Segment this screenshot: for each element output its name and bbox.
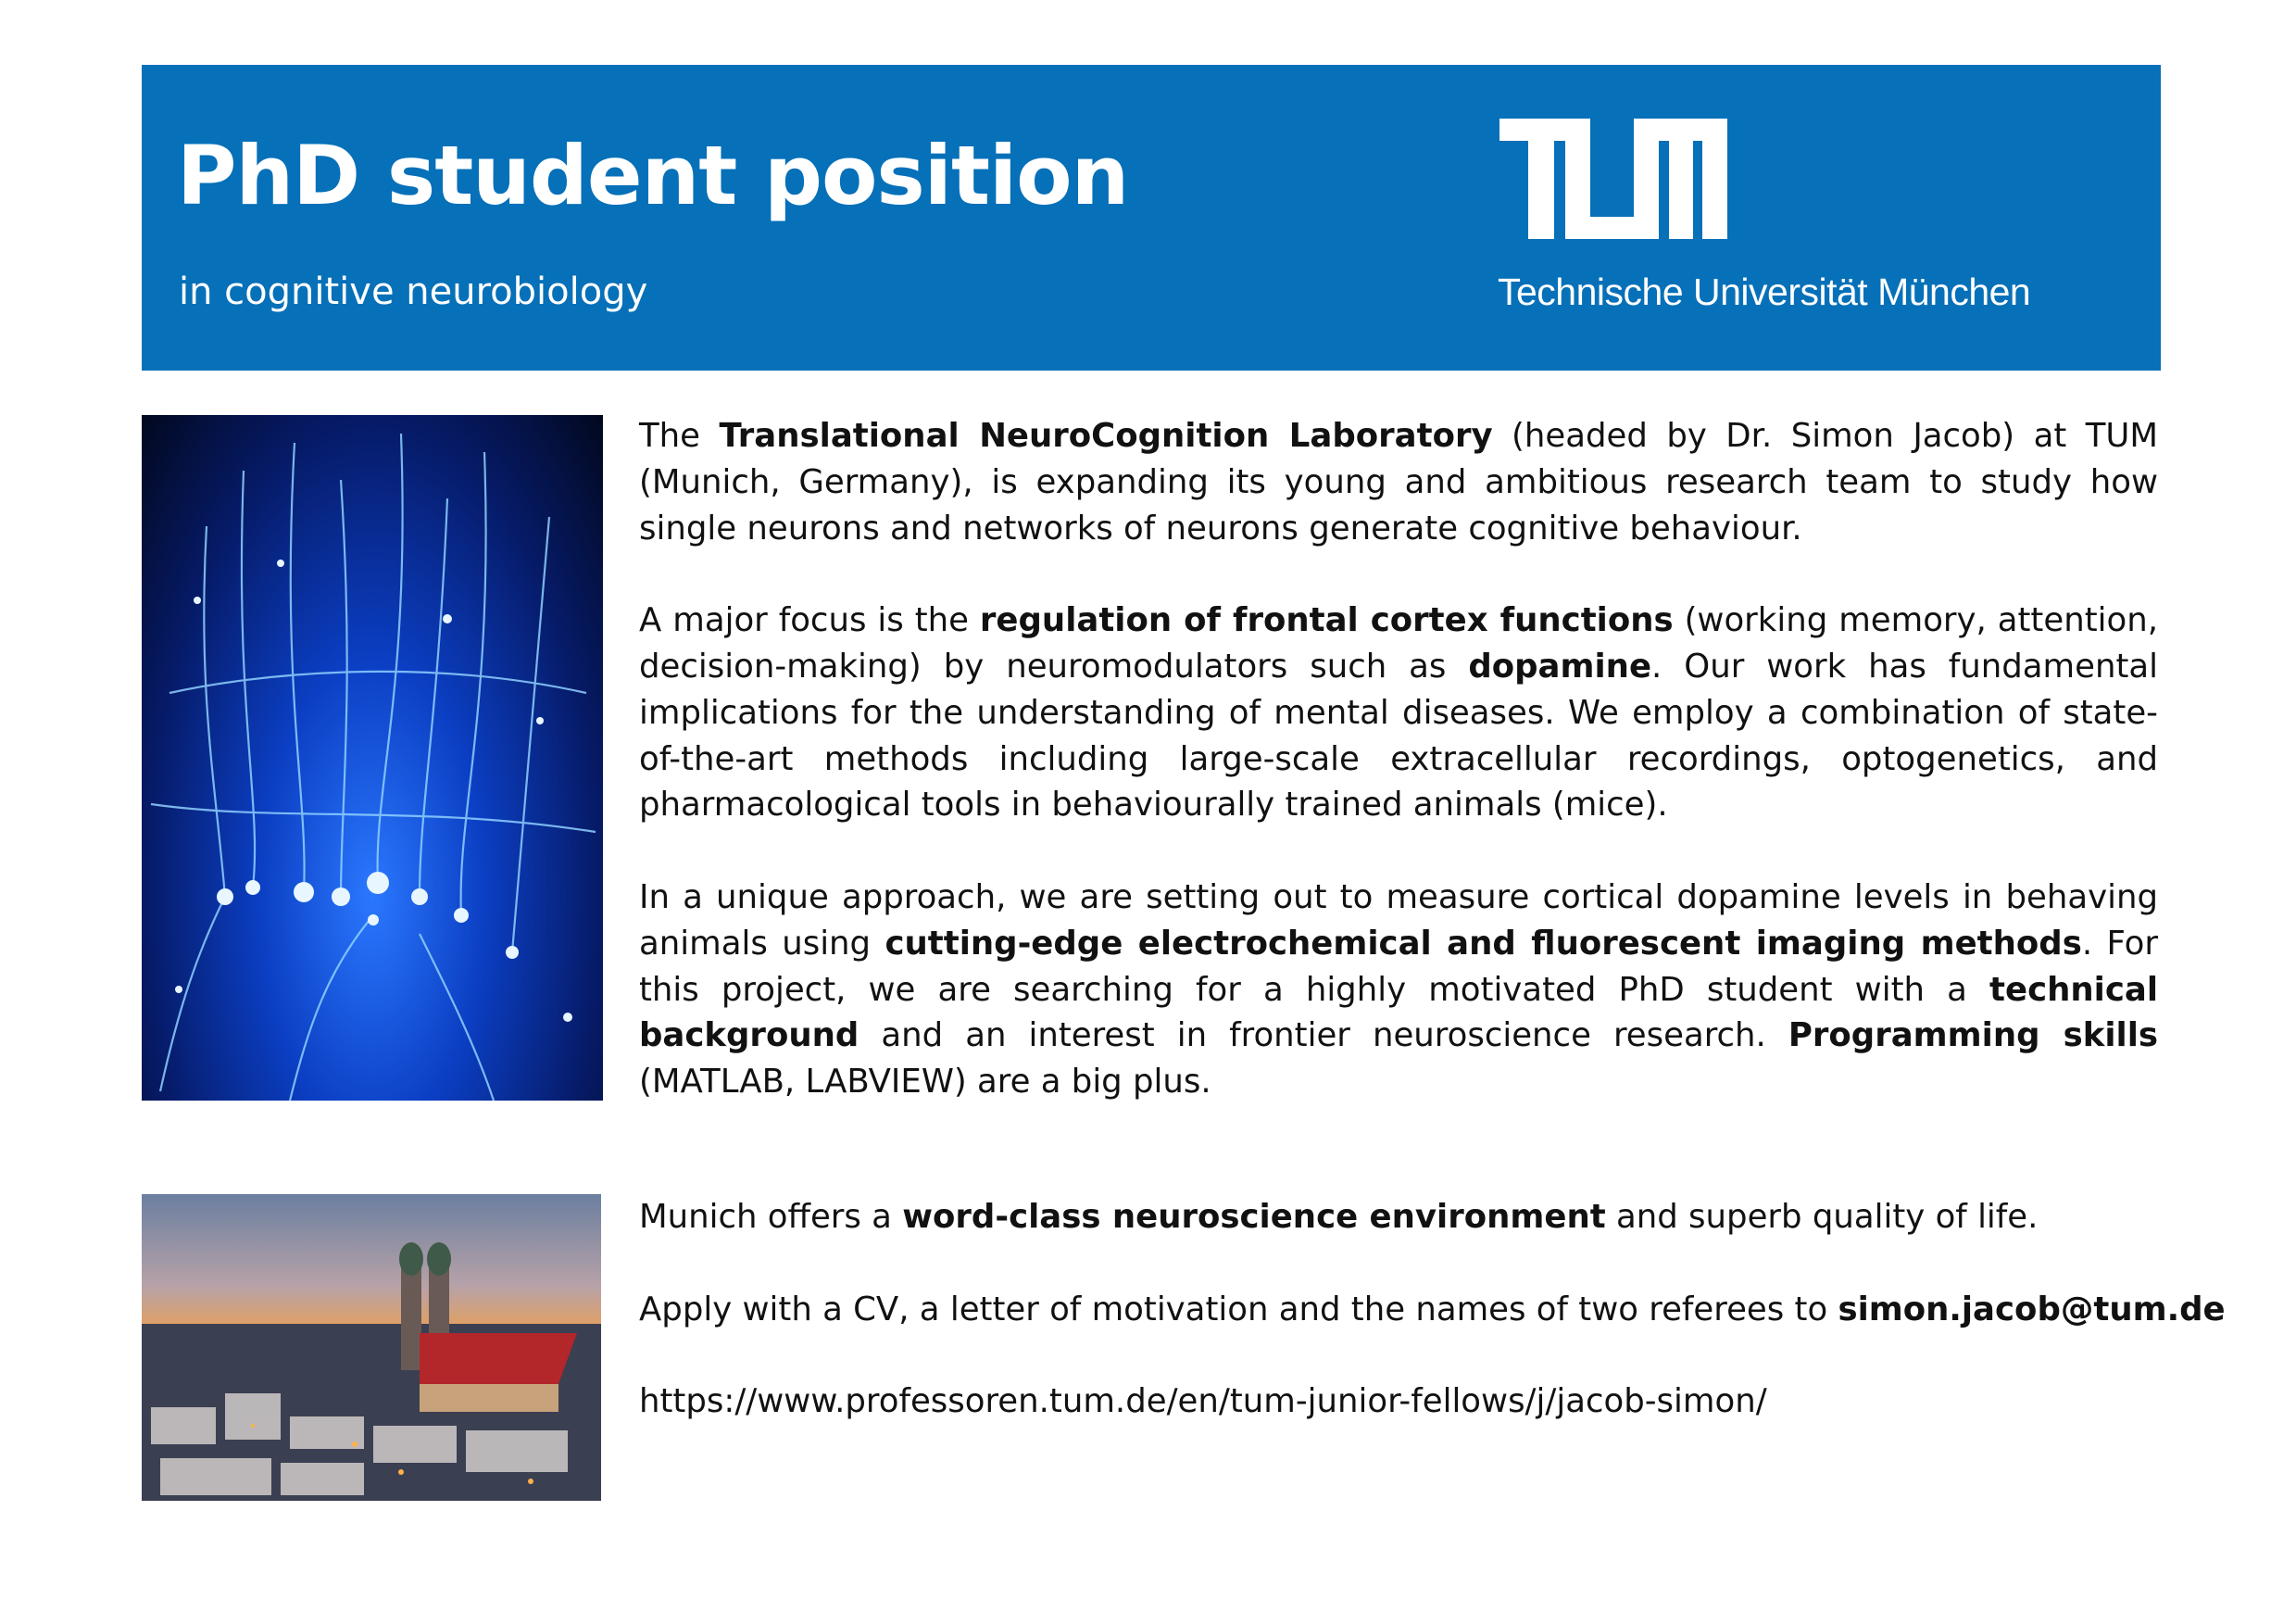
- munich-line: Munich offers a word-class neuroscience environment and superb quality of life.: [639, 1198, 2039, 1236]
- email-link[interactable]: simon.jacob@tum.de: [1838, 1290, 2226, 1328]
- url-link[interactable]: https://www.professoren.tum.de/en/tum-junior-fellows/j/jacob-simon/: [639, 1382, 1767, 1421]
- header-banner: [142, 65, 2161, 371]
- description-text: [639, 413, 2158, 1152]
- tum-logo-text: Technische Universität München: [1498, 271, 2031, 313]
- focus-paragraph: A major focus is the regulation of frontal cortex functions (working memory, attention, decision-making) by neuromodulators such as dopamine. Our work has fundamental implications for the understanding of mental diseases. We employ a combination of state-of-the-art methods including large-scale extracellular recordings, optogenetics, and pharmacological tools in behaviourally trained animals (mice).: [639, 601, 2159, 825]
- application-info: [639, 1194, 2226, 1471]
- tum-logo-icon: [1499, 119, 1727, 239]
- page-title: PhD student position: [177, 128, 1129, 223]
- apply-line: Apply with a CV, a letter of motivation and the names of two referees to simon.jacob@tum.de: [639, 1290, 2226, 1328]
- neurons-image: [142, 415, 603, 1101]
- intro-paragraph: The Translational NeuroCognition Laboratory (headed by Dr. Simon Jacob) at TUM (Munich, Germany), is expanding its young and ambitious research team to study how single neurons and networks of neurons generate cognitive behaviour.: [639, 417, 2158, 548]
- page-subtitle: in cognitive neurobiology: [179, 271, 648, 313]
- munich-skyline-image: [142, 1194, 601, 1501]
- approach-paragraph: In a unique approach, we are setting out to measure cortical dopamine levels in behaving animals using cutting-edge electrochemical and fluorescent imaging methods. For this project, we are searching for a highly motivated PhD student with a technical background and an interest in frontier neuroscience research. Programming skills (MATLAB, LABVIEW) are a big plus.: [639, 877, 2158, 1102]
